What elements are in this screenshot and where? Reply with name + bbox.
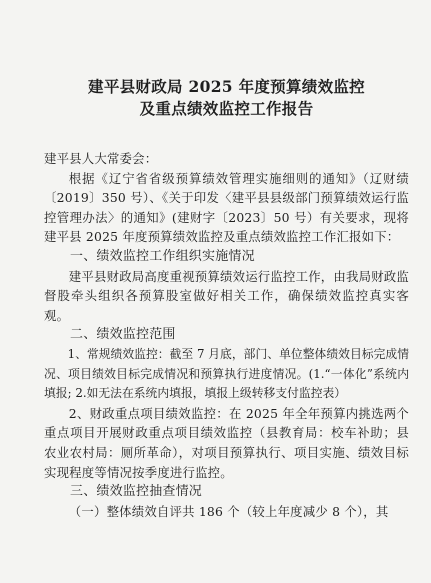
section-1-heading: 一、绩效监控工作组织实施情况: [70, 248, 255, 264]
title-line-1: 建平县财政局 2025 年度预算绩效监控: [88, 77, 365, 96]
section-3-item-1: （一）整体绩效自评共 186 个（较上年度减少 8 个），其: [68, 503, 389, 519]
section-2-item-1: 1、常规绩效监控：截至 7 月底，部门、单位整体绩效目标完成情况、项目绩效目标完成情况和预算执行进度情况。(1.“一体化”系统内填报; 2.如无法在系统内填报，填报上级转移支付监控表）: [44, 346, 409, 401]
document-title: [44, 76, 409, 120]
title-line-2: 及重点绩效监控工作报告: [139, 99, 314, 118]
intro-paragraph: 根据《辽宁省省级预算绩效管理实施细则的通知》（辽财绩〔2019〕350 号）、《关于印发〈建平县县级部门预算绩效运行监控管理办法〉的通知》(建财字〔2023〕50 号）有关要求，现将建平县 2025 年度预算绩效监控及重点绩效监控工作汇报如下：: [44, 170, 409, 245]
section-2-item-2: 2、财政重点项目绩效监控：在 2025 年全年预算内挑选两个重点项目开展财政重点项目绩效监控（县教育局：校车补助；县农业农村局：厕所革命），对项目预算执行、项目实施、绩效目标实现程度等情况按季度进行监控。: [44, 405, 409, 480]
section-1-body: 建平县财政局高度重视预算绩效运行监控工作，由我局财政监督股牵头组织各预算股室做好相关工作，确保绩效监控真实客观。: [44, 268, 409, 323]
section-2-heading: 二、绩效监控范围: [70, 327, 176, 343]
salutation: 建平县人大常委会：: [44, 151, 158, 166]
document-body: [44, 149, 409, 521]
section-3-heading: 三、绩效监控抽查情况: [70, 484, 203, 500]
